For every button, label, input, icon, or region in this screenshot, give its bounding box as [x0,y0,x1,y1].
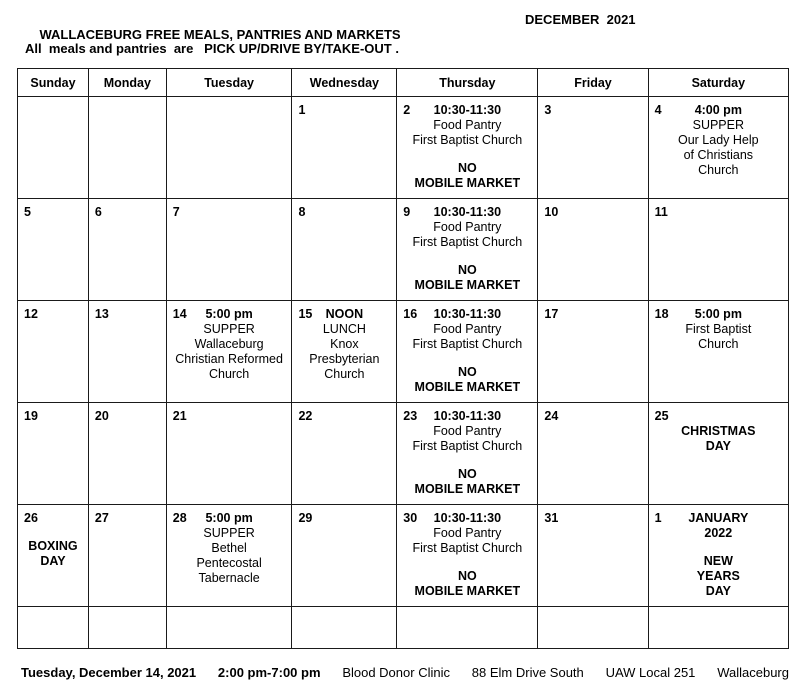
event-time: NOON [325,307,364,321]
weekday-header: Wednesday [292,69,397,97]
day-headline [540,202,645,220]
week-row [18,301,789,403]
spacer-line [399,148,535,161]
event-line: Food Pantry [433,526,502,540]
calendar-cell [88,505,166,607]
event-time: 10:30-11:30 [433,205,502,219]
calendar-cell [648,301,788,403]
day-number: 26 [24,511,38,525]
day-number: 15 [298,307,313,321]
day-headline [540,508,645,526]
day-number: 23 [403,409,418,423]
event-line: 2022 [704,526,733,540]
calendar-cell [292,97,397,199]
event-line: MOBILE MARKET [414,176,521,190]
event-line: First Baptist Church [412,541,523,555]
day-number: 11 [654,205,668,219]
day-headline [399,202,535,220]
weekday-header: Thursday [397,69,538,97]
calendar-cell [18,199,89,301]
event-line: NO [457,161,477,175]
spacer-line [651,541,786,554]
calendar-cell [292,505,397,607]
spacer-line [399,556,535,569]
day-headline [651,406,786,424]
weekday-header: Friday [538,69,648,97]
calendar-cell [18,301,89,403]
calendar-cell [18,403,89,505]
day-number: 22 [298,409,313,423]
event-line: Church [324,367,365,381]
event-line: Food Pantry [433,118,502,132]
calendar-cell [166,403,292,505]
event-line: NO [457,569,477,583]
calendar-cell [538,97,648,199]
day-headline [294,508,394,526]
event-line: DAY [705,439,731,453]
calendar-cell [88,97,166,199]
event-time: 5:00 pm [694,307,742,321]
event-line: Church [698,163,739,177]
footer-segment: Wallaceburg [717,665,789,680]
day-number: 27 [94,511,109,525]
day-headline [169,508,290,526]
calendar-cell [18,505,89,607]
day-headline [294,304,394,322]
week-row [18,199,789,301]
event-line: First Baptist [685,322,752,336]
day-number: 12 [24,307,38,321]
footer-note [17,649,789,680]
day-headline [91,508,164,526]
day-number: 6 [94,205,102,219]
calendar-cell [292,403,397,505]
event-time: JANUARY [688,511,749,525]
day-number: 4 [654,103,662,117]
calendar-cell [397,199,538,301]
day-number: 18 [654,307,669,321]
day-headline [91,304,164,322]
day-number: 5 [24,205,31,219]
calendar-table [17,68,789,649]
day-headline [20,202,86,220]
calendar-cell [397,97,538,199]
event-line: NEW [703,554,733,568]
event-line: NO [457,263,477,277]
event-line: SUPPER [692,118,745,132]
event-line: SUPPER [203,322,255,336]
spacer-line [399,352,535,365]
spacer-line [399,454,535,467]
event-line: First Baptist Church [412,337,523,351]
event-time: 4:00 pm [694,103,742,117]
footer-segment: 2:00 pm-7:00 pm [217,665,321,680]
day-number: 31 [544,511,559,525]
calendar-cell [648,97,788,199]
event-line: First Baptist Church [412,439,523,453]
event-time: 5:00 pm [205,307,253,321]
event-line: Christian Reformed [175,352,283,366]
event-line: Food Pantry [433,424,502,438]
calendar-cell [88,403,166,505]
day-number: 1 [298,103,306,117]
event-line: NO [457,467,477,481]
event-line: Church [208,367,250,381]
day-headline [294,406,394,424]
calendar-body [18,97,789,649]
calendar-cell [166,301,292,403]
day-headline [540,406,645,424]
day-headline [651,202,786,220]
day-headline [20,406,86,424]
spacer-line [399,250,535,263]
day-number: 3 [544,103,552,117]
event-line: Bethel [211,541,247,555]
day-number: 28 [172,511,187,525]
calendar-cell [166,97,292,199]
event-line: NO [457,365,477,379]
event-line: Pentecostal [196,556,262,570]
event-line: MOBILE MARKET [414,380,521,394]
day-headline [169,202,290,220]
empty-week-row [18,607,789,649]
footer-segment: Blood Donor Clinic [342,665,450,680]
event-line: DAY [40,554,66,568]
weekday-header: Saturday [648,69,788,97]
calendar-cell [166,505,292,607]
calendar-cell [648,199,788,301]
calendar-cell [18,607,89,649]
calendar-cell [538,301,648,403]
day-headline [399,304,535,322]
event-time: 10:30-11:30 [433,511,502,525]
weekday-header: Monday [88,69,166,97]
day-number: 17 [544,307,559,321]
event-line: MOBILE MARKET [414,482,521,496]
event-line: Our Lady Help [678,133,759,147]
calendar-cell [397,607,538,649]
weekday-header-row [18,69,789,97]
event-time: 10:30-11:30 [433,409,502,423]
day-headline [399,100,535,118]
day-headline [399,406,535,424]
event-line: Church [698,337,739,351]
day-number: 8 [298,205,306,219]
day-headline [540,100,645,118]
day-headline [169,406,290,424]
event-line: Presbyterian [309,352,380,366]
calendar-cell [18,97,89,199]
day-number: 9 [403,205,411,219]
day-number: 24 [544,409,559,423]
event-line: YEARS [696,569,740,583]
calendar-cell [538,505,648,607]
week-row [18,97,789,199]
event-line: LUNCH [322,322,366,336]
calendar-cell [397,403,538,505]
day-headline [651,100,786,118]
event-line: First Baptist Church [412,133,523,147]
footer-segment: Tuesday, December 14, 2021 [21,665,197,680]
calendar-cell [648,607,788,649]
event-line: Wallaceburg [194,337,264,351]
day-number: 20 [94,409,109,423]
day-number: 10 [544,205,559,219]
event-line: Food Pantry [433,322,502,336]
pickup-note: All meals and pantries are PICK UP/DRIVE BY/TAKE-OUT . [25,41,399,56]
event-line: of Christians [683,148,754,162]
calendar-cell [397,301,538,403]
day-number: 30 [403,511,418,525]
day-number: 13 [94,307,109,321]
calendar-cell [88,607,166,649]
calendar-cell [538,607,648,649]
day-headline [91,406,164,424]
event-line: First Baptist Church [412,235,523,249]
day-number: 2 [403,103,411,117]
day-headline [294,202,394,220]
day-headline [20,304,86,322]
day-number: 25 [654,409,669,423]
day-headline [651,508,786,526]
day-headline [169,304,290,322]
day-number: 19 [24,409,38,423]
event-time: 10:30-11:30 [433,103,502,117]
calendar-cell [292,199,397,301]
event-line: BOXING [28,539,78,553]
week-row [18,505,789,607]
calendar-cell [648,403,788,505]
event-line: SUPPER [203,526,255,540]
calendar-cell [648,505,788,607]
event-line: MOBILE MARKET [414,278,521,292]
day-headline [91,202,164,220]
day-number: 29 [298,511,313,525]
calendar-cell [538,199,648,301]
calendar-cell [397,505,538,607]
day-number: 7 [172,205,180,219]
day-number: 16 [403,307,418,321]
calendar-cell [292,607,397,649]
day-number: 14 [172,307,187,321]
day-headline [651,304,786,322]
calendar-cell [88,301,166,403]
event-line: CHRISTMAS [681,424,756,438]
day-headline [540,304,645,322]
spacer-line [20,526,86,539]
event-line: Tabernacle [198,571,260,585]
event-line: Food Pantry [433,220,502,234]
page-header [17,8,789,42]
day-number: 1 [654,511,662,525]
event-time: 5:00 pm [205,511,253,525]
calendar-cell [538,403,648,505]
page-title: WALLACEBURG FREE MEALS, PANTRIES AND MARKETS [39,27,401,42]
day-headline [294,100,394,118]
footer-segment: 88 Elm Drive South [471,665,584,680]
day-number: 21 [172,409,187,423]
day-headline [20,508,86,526]
footer-segment: UAW Local 251 [605,665,696,680]
week-row [18,403,789,505]
event-time: 10:30-11:30 [433,307,502,321]
calendar-cell [166,607,292,649]
event-line: Knox [330,337,359,351]
calendar-cell [88,199,166,301]
weekday-header: Sunday [18,69,89,97]
calendar-cell [292,301,397,403]
month-year-label: DECEMBER 2021 [525,12,636,27]
weekday-header: Tuesday [166,69,292,97]
event-line: MOBILE MARKET [414,584,521,598]
event-line: DAY [705,584,731,598]
calendar-cell [166,199,292,301]
day-headline [399,508,535,526]
